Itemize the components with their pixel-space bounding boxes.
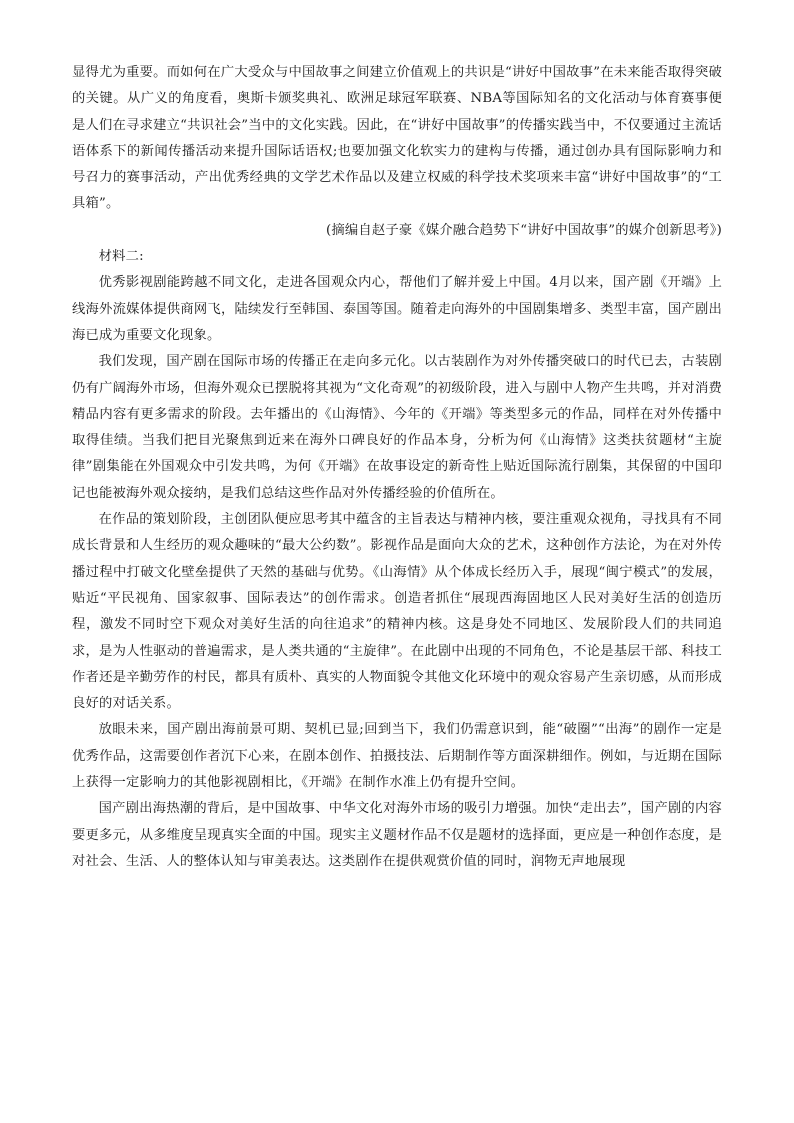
- paragraph: 优秀影视剧能跨越不同文化，走进各国观众内心，帮他们了解并爱上中国。4月以来，国产剧《开端》上线海外流媒体提供商网飞，陆续发行至韩国、泰国等国。随着走向海外的中国剧集增多、类型丰富，国产剧出海已成为重要文化现象。: [72, 275, 722, 343]
- paragraph: 国产剧出海热潮的背后，是中国故事、中华文化对海外市场的吸引力增强。加快“走出去”，国产剧的内容要更多元，从多维度呈现真实全面的中国。现实主义题材作品不仅是题材的选择面，更应是一种创作态度，是对社会、生活、人的整体认知与审美表达。这类剧作在提供观赏价值的同时，润物无声地展现: [72, 801, 722, 869]
- paragraph: 放眼未来，国产剧出海前景可期、契机已显;回到当下，我们仍需意识到，能“破圈”“出海”的剧作一定是优秀作品，这需要创作者沉下心来，在剧本创作、拍摄技法、后期制作等方面深耕细作。例如，与近期在国际上获得一定影响力的其他影视剧相比，《开端》在制作水准上仍有提升空间。: [72, 722, 722, 791]
- material-one-continuation: 显得尤为重要。而如何在广大受众与中国故事之间建立价值观上的共识是“讲好中国故事”在未来能否取得突破的关键。从广义的角度看，奥斯卡颁奖典礼、欧洲足球冠军联赛、NBA等国际知名的文化活动与体育赛事便是人们在寻求建立“共识社会”当中的文化实践。因此，在“讲好中国故事”的传播实践当中，不仅要通过主流话语体系下的新闻传播活动来提升国际话语权;也要加强文化软实力的建构与传播，通过创办具有国际影响力和号召力的赛事活动，产出优秀经典的文学艺术作品以及建立权威的科学技术奖项来丰富“讲好中国故事”的“工具箱”。: [72, 65, 722, 212]
- paragraph: 我们发现，国产剧在国际市场的传播正在走向多元化。以古装剧作为对外传播突破口的时代已去，古装剧仍有广阔海外市场，但海外观众已摆脱将其视为“文化奇观”的初级阶段，进入与剧中人物产生共鸣，并对消费精品内容有更多需求的阶段。去年播出的《山海情》、今年的《开端》等类型多元的作品，同样在对外传播中取得佳绩。当我们把目光聚焦到近来在海外口碑良好的作品本身，分析为何《山海情》这类扶贫题材“主旋律”剧集能在外国观众中引发共鸣，为何《开端》在故事设定的新奇性上贴近国际流行剧集，其保留的中国印记也能被海外观众接纳，是我们总结这些作品对外传播经验的价值所在。: [72, 354, 722, 501]
- material-two-label: 材料二:: [98, 249, 144, 265]
- paragraph: 在作品的策划阶段，主创团队便应思考其中蕴含的主旨表达与精神内核，要注重观众视角，寻找具有不同成长背景和人生经历的观众趣味的“最大公约数”。影视作品是面向大众的艺术，这种创作方法论，为在对外传播过程中打破文化壁垒提供了天然的基础与优势。《山海情》从个体成长经历入手，展现“闽宁模式”的发展，贴近“平民视角、国家叙事、国际表达”的创作需求。创造者抓住“展现西海固地区人民对美好生活的创造历程，激发不同时空下观众对美好生活的向往追求”的精神内核。这是身处不同地区、发展阶段人们的共同追求，是为人性驱动的普遍需求，是人类共通的“主旋律”。在此剧中出现的不同角色，不论是基层干部、科技工作者还是辛勤劳作的村民，都具有质朴、真实的人物面貌令其他文化环境中的观众容易产生亲切感，从而形成良好的对话关系。: [72, 512, 722, 712]
- document-page: [72, 60, 722, 875]
- source-citation: (摘编自赵子豪《媒介融合趋势下“讲好中国故事”的媒介创新思考》): [325, 222, 722, 238]
